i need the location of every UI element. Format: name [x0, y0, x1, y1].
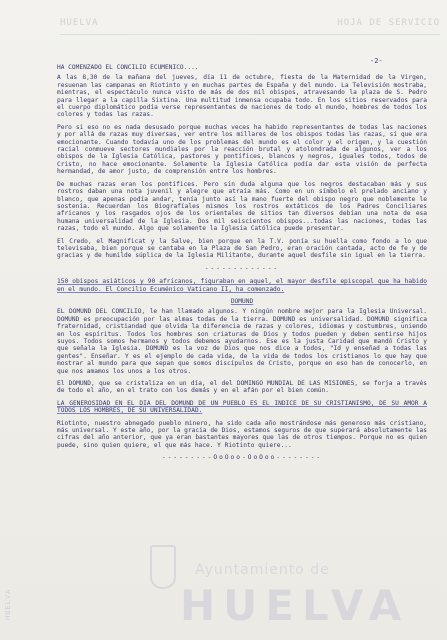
paragraph: Riotinto, nuestro abnegado pueblo minero, ha sido cada año mostrándose más generoso más cristiano, más universal. Y este año, por la gracia de Dios, estamos seguros de que superará absolutamente las cifras del año anterior, que ya eran bastantes mayores que las de otros tiempos. Porque no es quien puede, sino quien quiere, el que más hace. Y Riotinto quiere...	[57, 419, 427, 449]
bleed-left-text: HUELVA	[60, 18, 99, 28]
paragraph: A las 8,30 de la mañana del jueves, día 11 de octubre, fiesta de la Maternidad de la Virgen, resuenan las campanas en Riotinto y en muchas partes de España y del mundo. La Televisión mostraba, mientras, el espectáculo nunca visto de más de dos mil obispos, atravesando la plaza de S. Pedro para llegar a la capilla Sixtina. Una multitud inmensa ocupaba todo. En los sitios reservados para el cuerpo diplomático podía verse representantes de naciones de todo el mundo, hombres de todos los colores y todas las razas.	[57, 74, 427, 119]
bleed-through-side-text: HUELVA	[4, 588, 12, 620]
crest-icon	[150, 545, 176, 589]
bleed-right-text: HOJA DE SERVICIO	[337, 18, 440, 28]
document-body	[57, 64, 427, 468]
paragraph-obispos: 150 obispos asiáticos y 90 africanos, figuraban en aquel, el mayor desfile episcopal que ha habido en el mundo. El Concilio Ecuménico Vaticano II, ha comenzado.	[57, 278, 427, 293]
separator-line: -------------	[204, 264, 280, 272]
highlight-paragraph: LA GENEROSIDAD EN EL DIA DEL DOMUND DE UN PUEBLO ES EL INDICE DE SU CRISTIANISMO, DE SU AMOR A TODOS LOS HOMBRES, DE SU UNIVERSALIDAD.	[57, 399, 427, 415]
section-title-concilio: HA COMENZADO EL CONCILIO ECUMENICO....	[57, 64, 199, 71]
page-number: -2-	[370, 57, 383, 65]
paragraph: Pero si eso no es nada desusado porque muchas veces ha habido representantes de todas las naciones y por allá de razas muy diversas, ver entre los millares de los obispos todas las razas, sí que era emocionante. Cuando todavía uno de los problemas del mundo es el color y el origen, y la cuestión racial conmueve sectores mundiales por la reacción brutal y atolondrada de algunos, ver a los obispos de la Iglesia Católica, pastores y pontífices, blancos y negros, iguales todos, todos de Cristo, no hace emocionante. Solamente la Iglesia Católica podía dar esta visión de perfecta hermandad, de amor justo, de comprensión entre los hombres.	[57, 123, 427, 176]
paragraph: De muchas razas eran los pontífices. Pero sin duda alguna que los negros destacaban más y sus rostros daban una nota juvenil y alegre que atraía más. Como en un símbolo el prelado anciano y blanco, que apenas podía andar, tenía junto así la mano fuerte del obispo negro que noblemente le sostenía. Recuerdan los Biografíales mismos los rostros extáticos de los Padres Conciliares africanos y los rasgados ojos de los orientales de sitios tan diversos debían una nota de esa humana universalidad de la Iglesia. Dos mil seiscientos obispos...todas las naciones, todas las razas, todo el mundo. Algo que solamente la Iglesia Católica puede presentar.	[57, 180, 427, 233]
separator-line: ---------OoOoo-OoOoo--------	[161, 454, 323, 462]
watermark-line1: Ayuntamiento de	[195, 562, 330, 578]
bleed-through-header	[60, 12, 440, 35]
archive-watermark	[150, 545, 420, 640]
section-title-domund: DOMUND	[230, 297, 254, 305]
watermark-line2: HUELVA	[180, 581, 410, 630]
paragraph: EL DOMUND DEL CONCILIO, le han llamado algunos. Y ningún nombre mejor para la Iglesia Universal. DOMUND es preocupación por las almas todas de la tierra. DOMUND es universalidad. DOMUND significa fraternidad, cristiandad que olvida la diferencia de razas y colores, idiomas y costumbres, uniendo en los espíritus. Todos los hombres son criaturas de Dios y todos pueden y deben sentirse hijos suyos. Todos somos hermanos y todos debemos ayudarnos. Ese es la justa Caridad que mandó Cristo y que señala la Iglesia. DOMUND es la voz de Dios que nos dice a todos, "Id y enseñad a todas las gentes". Enseñar. Y es el ejemplo de cada vida, de la vida de todos los cristianos lo que hay que mostrar al mundo para que sepan que somos discípulos de Cristo, porque en eso han de conocerlo, en que nos amamos los unos a los otros.	[57, 308, 427, 375]
paragraph: El Credo, el Magnificat y la Salve, bien porque en la T.V. ponía su huella como fondo a lo que televisaba, bien porque se cantaba en la Plaza de San Pedro, eran oración cantada, acto de fe y de gracias y de humilde súplica de la Iglesia Militante, durante aquel desfile sin igual en la tierra.	[57, 237, 427, 260]
paragraph: El DOMUND, que se cristaliza en un día, el del DOMINGO MUNDIAL DE LAS MISIONES, se forja a través de todo el año, en el trato con los demás y en el afán por el bien común.	[57, 380, 427, 395]
